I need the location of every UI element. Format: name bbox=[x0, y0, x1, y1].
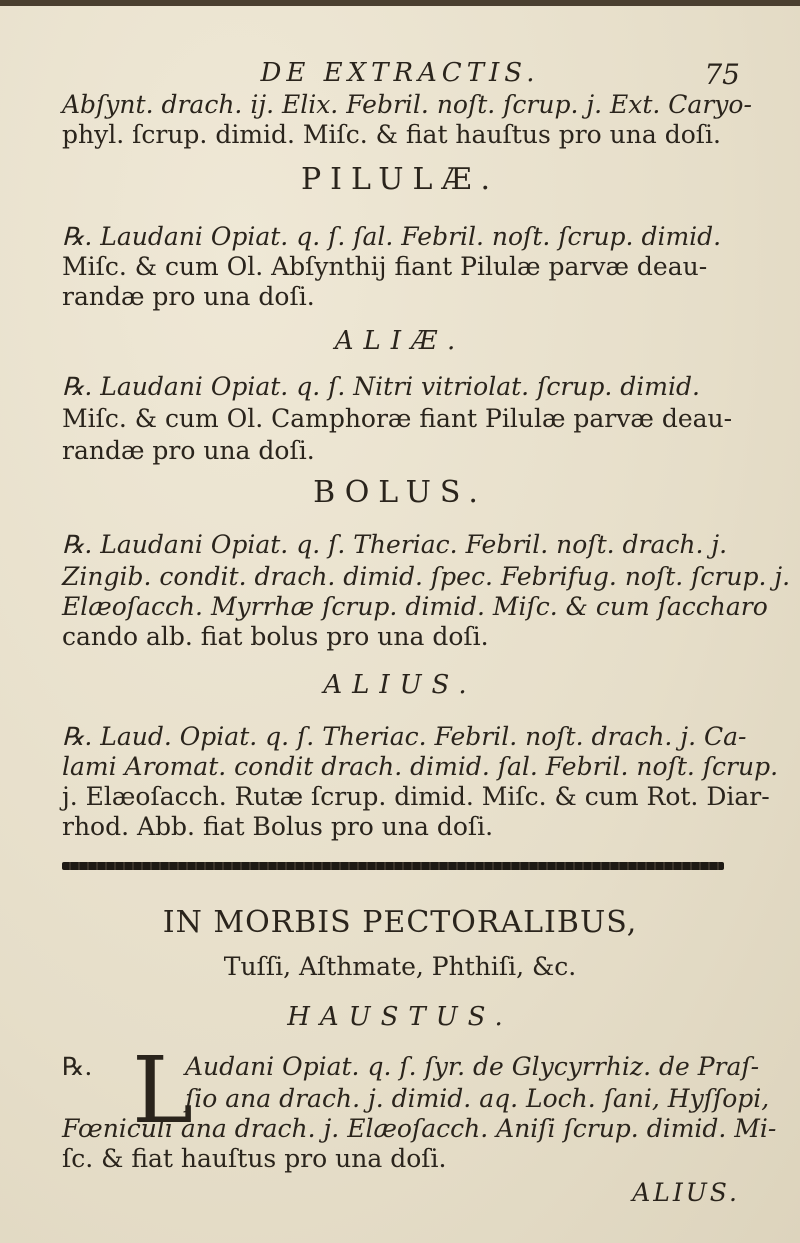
text-line: Miſc. & cum Ol. Camphoræ fiant Pilulæ parvæ deau- bbox=[62, 404, 733, 433]
text-line: rhod. Abb. fiat Bolus pro una doſi. bbox=[62, 812, 494, 841]
page-top-edge bbox=[0, 0, 800, 6]
text-line: ℞. Laudani Opiat. q. ſ. Nitri vitriolat. ſcrup. dimid. bbox=[62, 372, 700, 401]
heading-haustus: HAUSTUS. bbox=[287, 1002, 513, 1032]
text-line: cando alb. fiat bolus pro una doſi. bbox=[62, 622, 489, 651]
text-line: Fœniculi ana drach. j. Elæoſacch. Aniſi ſcrup. dimid. Mi- bbox=[62, 1114, 777, 1143]
text-line: lami Aromat. condit drach. dimid. ſal. Febril. noſt. ſcrup. bbox=[62, 752, 779, 781]
heading-bolus: BOLUS. bbox=[313, 475, 487, 510]
text-line: j. Elæoſacch. Rutæ ſcrup. dimid. Miſc. & cum Rot. Diar- bbox=[62, 782, 770, 811]
drop-cap: L bbox=[132, 1037, 194, 1144]
text-line: ℞. Laudani Opiat. q. ſ. ſal. Febril. noſt. ſcrup. dimid. bbox=[62, 222, 722, 251]
text-line: ſio ana drach. j. dimid. aq. Loch. ſani, Hyſſopi, bbox=[185, 1084, 770, 1113]
text-line: phyl. ſcrup. dimid. Miſc. & fiat hauſtus pro una doſi. bbox=[62, 120, 721, 149]
section-subtitle: Tuſſi, Aſthmate, Phthiſi, &c. bbox=[223, 952, 577, 981]
text-line: ſc. & fiat hauſtus pro una doſi. bbox=[62, 1144, 447, 1173]
text-line: Audani Opiat. q. ſ. ſyr. de Glycyrrhiz. de Praſ- bbox=[185, 1052, 760, 1081]
running-head: DE EXTRACTIS. bbox=[260, 58, 540, 88]
page-number: 75 bbox=[704, 58, 740, 91]
text-line: ℞. Laudani Opiat. q. ſ. Theriac. Febril. noſt. drach. j. bbox=[62, 530, 728, 559]
text-line: Zingib. condit. drach. dimid. ſpec. Febrifug. noſt. ſcrup. j. bbox=[62, 562, 791, 591]
heading-aliae: ALIÆ. bbox=[334, 326, 466, 356]
heading-alius: ALIUS. bbox=[323, 670, 477, 700]
decorative-rule bbox=[62, 862, 724, 870]
heading-pilulae: PILULÆ. bbox=[300, 162, 500, 197]
text-line: Miſc. & cum Ol. Abſynthij fiant Pilulæ parvæ deau- bbox=[62, 252, 708, 281]
text-line: randæ pro una doſi. bbox=[62, 436, 315, 465]
text-line: randæ pro una doſi. bbox=[62, 282, 315, 311]
recipe-symbol: ℞. bbox=[62, 1052, 93, 1081]
text-line: Elæoſacch. Myrrhæ ſcrup. dimid. Miſc. & cum ſaccharo bbox=[62, 592, 768, 621]
catchword: ALIUS. bbox=[632, 1178, 740, 1207]
text-line: ℞. Laud. Opiat. q. ſ. Theriac. Febril. noſt. drach. j. Ca- bbox=[62, 722, 747, 751]
section-title: IN MORBIS PECTORALIBUS, bbox=[162, 905, 638, 940]
text-line: Abſynt. drach. ij. Elix. Febril. noſt. ſcrup. j. Ext. Caryo- bbox=[62, 90, 752, 119]
